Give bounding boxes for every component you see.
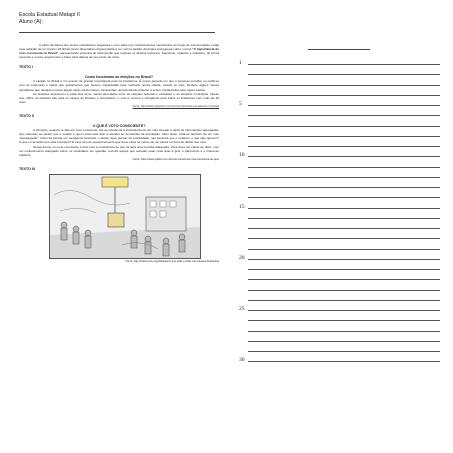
writing-line[interactable]	[248, 310, 440, 311]
texto-1-title: Como funcionam as eleições no Brasil?	[84, 75, 154, 80]
texto-2-source: Fonte: https://www.politize.com.br/voto-consciente-mas-consciente-de-que/	[132, 157, 219, 161]
line-number: 5	[239, 101, 242, 107]
texto-2-paragraph: A princípio, quando se fala em voto consciente, faz-se referência à importância de um voto tomado a partir de informações adequadas. Que apontem ao eleitor que o votado é quem está mais apto a atender às demandas da população. Além disso, trata-se também de um voto "desapegado": antes de pensar em vantagens pessoais, o eleitor deve pensar na coletividade, nas pessoas que o rodeiam: o que elas querem? O que eu acredito que elas precisam? É esse tipo de questionamento que deve estar na mente de um eleitor na hora de definir seu voto.	[19, 128, 219, 145]
texto-1-paragraph: As eleições acontecem a cada dois anos, sendo alternadas entre as eleições federais e estaduais e as eleições municipais. Nesse ano, 2024, as eleições são para os cargos de Prefeito e Vereadores, o voto é secreto e obrigatório para todos os brasileiros com mais de 18 anos.	[19, 91, 219, 104]
writing-line[interactable]	[248, 105, 440, 106]
cartoon-drawing	[50, 175, 200, 258]
writing-line[interactable]	[248, 341, 440, 342]
texto-2-paragraph: Dessa forma, um voto consciente é feito com a consciência de que foi feita uma escolha adequada. Você deve ser capaz de dizer: com um conhecimento adequado sobre os candidatos em questão, escolhi aquele que acredito estar mais apto a gerir o patrimônio e o interesse públicos.	[19, 144, 219, 157]
texto-2-label: TEXTO II	[19, 114, 34, 119]
writing-line[interactable]	[248, 156, 440, 157]
student-label: Aluno (A):	[19, 19, 43, 25]
instructions: A partir da leitura dos textos motivadores seguintes e com base nos conhecimentos construídos ao longo de sua formação, redija uma redação de no mínimo 15 linhas (texto dissertativo-argumentativo) em norma padrão da língua portuguesa sobre o tema "A importância do voto consciente no Brasil", apresentando proposta de intervenção que respeite os direitos humanos. Selecione, organize e relacione, de forma coerente e coesa, argumentos e fatos para defesa de seu ponto de vista.	[19, 43, 219, 60]
writing-line[interactable]	[248, 208, 440, 209]
texto-2-title: O QUE É VOTO CONSCIENTE?	[92, 124, 146, 129]
essay-theme: "A importância do voto consciente no Brasil"	[19, 47, 219, 56]
writing-line[interactable]	[248, 85, 440, 86]
texto-1-paragraph: A eleição no Brasil é um evento de grande importância para os brasileiros. É nesse período em que é possível escolher os políticos com as propostas e ideias que gostaríamos que fossem implantadas para melhorar nossa cidade, estado ou país. Durante alguns meses candidatos que desejam ocupar algum cargo eletivo fazem campanhas, apresentando projetos a serem implantados caso sejam eleitos.	[19, 79, 219, 92]
writing-line[interactable]	[248, 269, 440, 270]
writing-line[interactable]	[248, 187, 440, 188]
writing-line[interactable]	[248, 279, 440, 280]
election-cartoon-image	[49, 174, 201, 259]
writing-line[interactable]	[248, 167, 440, 168]
writing-line[interactable]	[248, 177, 440, 178]
essay-title-line[interactable]	[308, 49, 370, 50]
writing-line[interactable]	[248, 136, 440, 137]
texto-3-source: Fonte: http://rediscovery.org/2dobgwc/s-que-pode-mudar-nas-eleicoes-brasileiras	[125, 260, 219, 263]
writing-line[interactable]	[248, 320, 440, 321]
writing-line[interactable]	[248, 361, 440, 362]
writing-line[interactable]	[248, 126, 440, 127]
line-number: 15	[239, 203, 245, 210]
writing-line[interactable]	[248, 115, 440, 116]
writing-line[interactable]	[248, 351, 440, 352]
writing-line[interactable]	[248, 249, 440, 250]
writing-line[interactable]	[248, 146, 440, 147]
motivational-texts	[19, 12, 219, 263]
writing-line[interactable]	[248, 331, 440, 332]
writing-line[interactable]	[248, 300, 440, 301]
writing-line[interactable]	[248, 259, 440, 260]
student-name-line[interactable]	[19, 32, 215, 33]
line-number: 10	[239, 152, 245, 159]
writing-line[interactable]	[248, 238, 440, 239]
writing-line[interactable]	[248, 74, 440, 75]
school-name: Escola Estadual Matapi II	[19, 12, 80, 18]
writing-line[interactable]	[248, 64, 440, 65]
writing-line[interactable]	[248, 228, 440, 229]
line-number: 20	[239, 254, 245, 261]
texto-3-label: TEXTO III	[19, 167, 35, 171]
line-number: 30	[239, 357, 245, 364]
line-number: 1	[239, 60, 242, 66]
texto-1-label: TEXTO I	[19, 65, 33, 70]
writing-line[interactable]	[248, 95, 440, 96]
writing-line[interactable]	[248, 218, 440, 219]
line-number: 25	[239, 306, 245, 312]
writing-line[interactable]	[248, 197, 440, 198]
texto-1-source[interactable]: Fonte: http://www.unpetrosrl.com.br/como-funcionam-as-eleicoes-no-brasil/	[132, 104, 219, 108]
writing-line[interactable]	[248, 290, 440, 291]
